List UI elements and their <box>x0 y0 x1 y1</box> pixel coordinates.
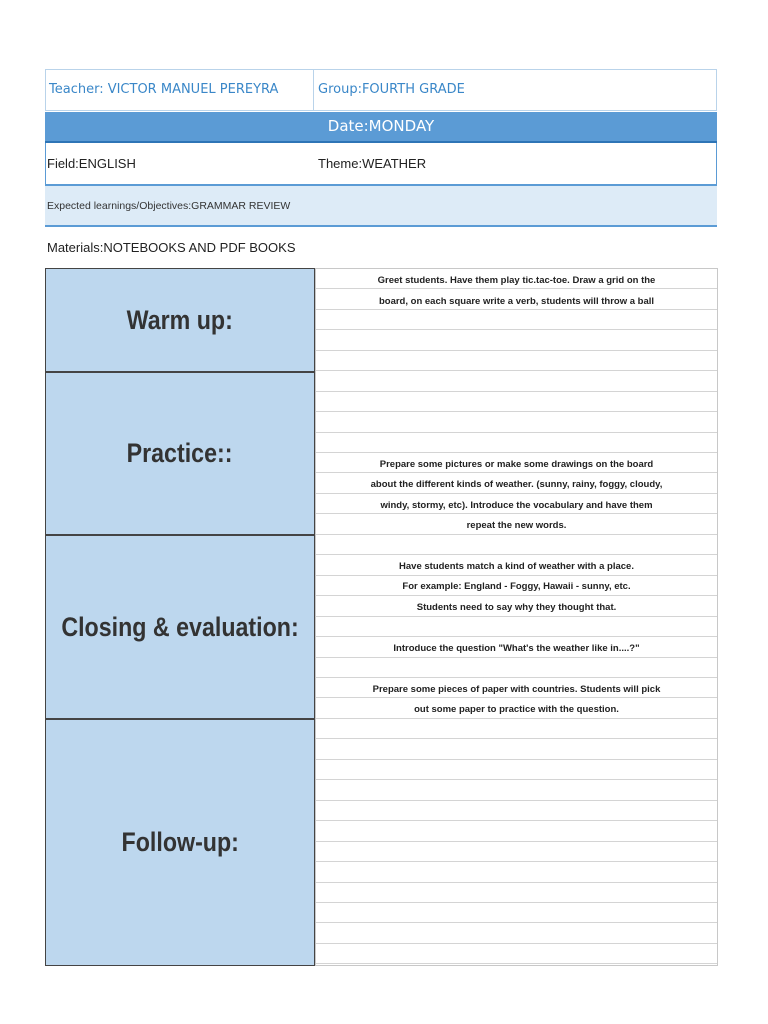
grid-rule-line <box>316 288 717 289</box>
grid-rule-line <box>316 534 717 535</box>
followup-section <box>45 719 315 966</box>
field-label: Field:ENGLISH <box>47 156 136 171</box>
followup-label: Follow-up: <box>121 827 239 857</box>
grid-rule-line <box>316 452 717 453</box>
grid-rule-line <box>316 657 717 658</box>
group-label: Group:FOURTH GRADE <box>318 82 465 97</box>
grid-rule-line <box>316 411 717 412</box>
closing-note-line: Prepare some pieces of paper with countries. Students will pick <box>372 684 661 695</box>
grid-rule-line <box>316 309 717 310</box>
grid-rule-line <box>316 329 717 330</box>
practice-note-line: about the different kinds of weather. (sunny, rainy, foggy, cloudy, <box>370 479 663 490</box>
grid-rule-line <box>316 800 717 801</box>
warmup-label: Warm up: <box>126 304 234 335</box>
closing-note-line: Have students match a kind of weather with a place. <box>399 561 634 572</box>
date-label: Date:MONDAY <box>327 117 435 135</box>
grid-rule-line <box>316 554 717 555</box>
grid-rule-line <box>316 759 717 760</box>
grid-rule-line <box>316 616 717 617</box>
teacher-group-divider <box>313 69 314 111</box>
grid-rule-line <box>316 472 717 473</box>
grid-rule-line <box>316 861 717 862</box>
grid-rule-line <box>316 902 717 903</box>
grid-rule-line <box>316 697 717 698</box>
grid-rule-line <box>316 677 717 678</box>
warmup-note-line: board, on each square write a verb, students will throw a ball <box>378 296 655 307</box>
closing-note-line: Introduce the question "What's the weather like in....?" <box>393 643 640 654</box>
grid-rule-line <box>316 636 717 637</box>
grid-rule-line <box>316 432 717 433</box>
grid-rule-line <box>316 882 717 883</box>
grid-rule-line <box>316 841 717 842</box>
grid-rule-line <box>316 922 717 923</box>
practice-label: Practice:: <box>127 438 233 468</box>
closing-note-line: For example: England - Foggy, Hawaii - sunny, etc. <box>402 581 631 592</box>
practice-note-line: windy, stormy, etc). Introduce the vocabulary and have them <box>380 500 653 511</box>
grid-rule-line <box>316 391 717 392</box>
materials-label: Materials:NOTEBOOKS AND PDF BOOKS <box>47 240 296 255</box>
closing-note-line: out some paper to practice with the question. <box>414 704 619 715</box>
grid-rule-line <box>316 370 717 371</box>
objectives-label: Expected learnings/Objectives:GRAMMAR REVIEW <box>47 200 291 212</box>
practice-note-line: Prepare some pictures or make some drawings on the board <box>379 459 654 470</box>
grid-rule-line <box>316 943 717 944</box>
closing-label: Closing & evaluation: <box>61 611 299 642</box>
grid-rule-line <box>316 820 717 821</box>
grid-rule-line <box>316 963 717 964</box>
grid-rule-line <box>316 493 717 494</box>
practice-section <box>45 372 315 535</box>
theme-label: Theme:WEATHER <box>318 156 427 171</box>
grid-rule-line <box>316 738 717 739</box>
grid-rule-line <box>316 575 717 576</box>
warmup-section <box>45 268 315 372</box>
warmup-note-line: Greet students. Have them play tic.tac-toe. Draw a grid on the <box>377 275 656 286</box>
practice-note-line: repeat the new words. <box>466 520 567 531</box>
grid-rule-line <box>316 350 717 351</box>
grid-rule-line <box>316 513 717 514</box>
closing-section <box>45 535 315 719</box>
grid-rule-line <box>316 718 717 719</box>
teacher-label: Teacher: VICTOR MANUEL PEREYRA <box>49 82 279 97</box>
grid-rule-line <box>316 595 717 596</box>
closing-note-line: Students need to say why they thought that. <box>416 602 617 613</box>
grid-rule-line <box>316 779 717 780</box>
